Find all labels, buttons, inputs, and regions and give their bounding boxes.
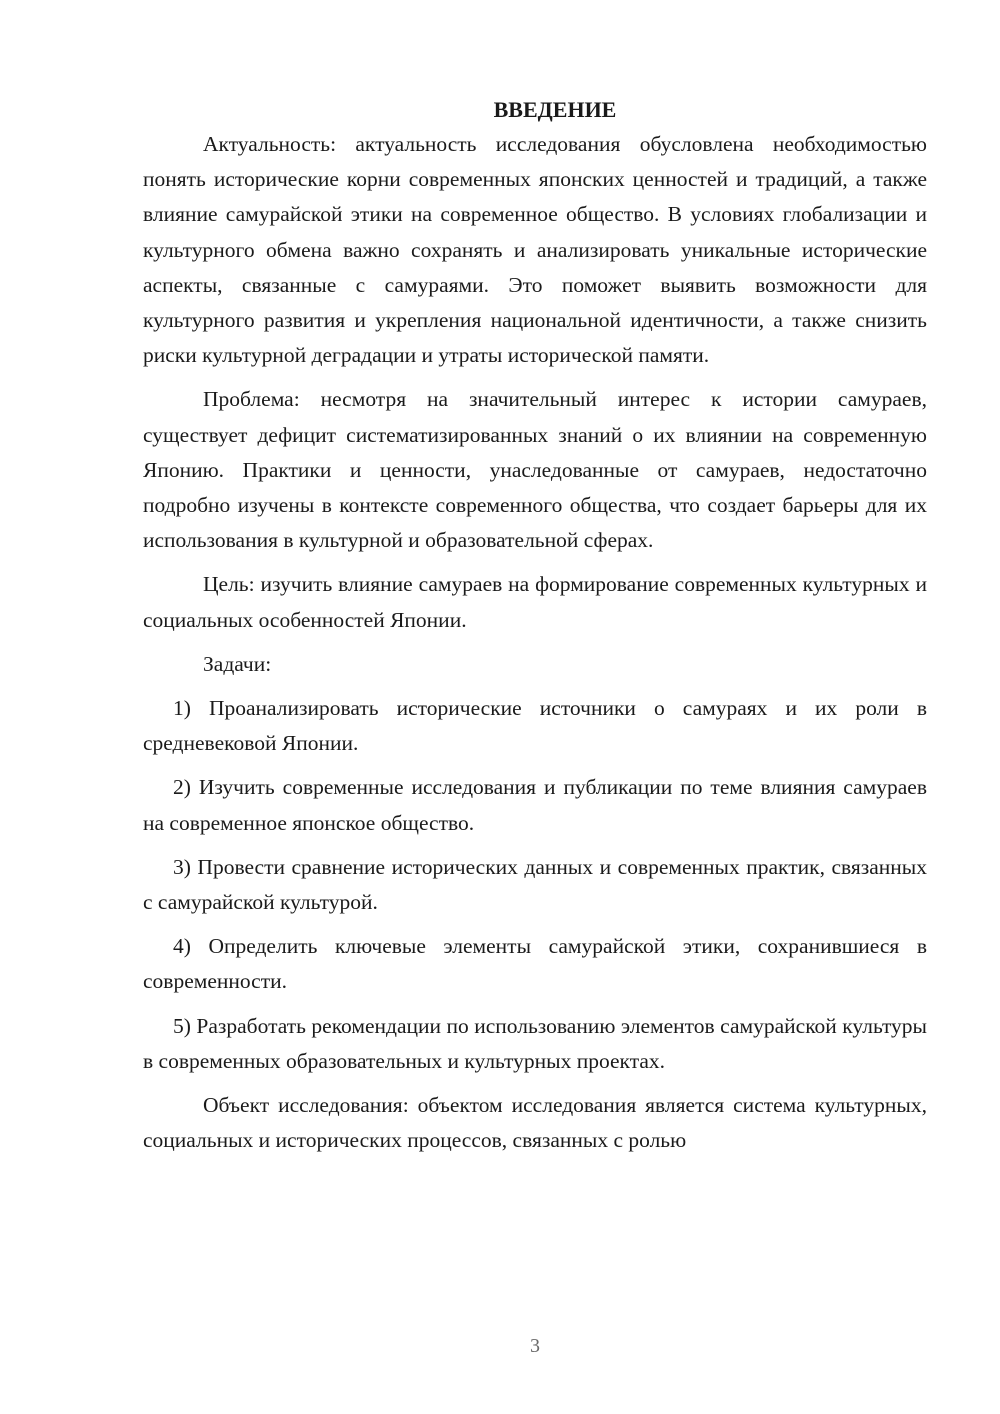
page-title: ВВЕДЕНИЕ (493, 97, 617, 122)
problem-paragraph: Проблема: несмотря на значительный интерес к истории самураев, существует дефицит систематизированных знаний о их влиянии на современную Японию. Практики и ценности, унаследованные от самураев, недостаточно подробно изучены в контексте современного общества, что создает барьеры для их использования в культурной и образовательной сферах. (143, 387, 927, 553)
document-body (143, 93, 927, 1167)
task-item-1: 1) Проанализировать исторические источники о самураях и их роли в средневековой Японии. (143, 696, 927, 756)
tasks-heading: Задачи: (203, 651, 272, 676)
object-paragraph: Объект исследования: объектом исследования является система культурных, социальных и исторических процессов, связанных с ролью (143, 1093, 927, 1153)
relevance-paragraph: Актуальность: актуальность исследования обусловлена необходимостью понять исторические корни современных японских ценностей и традиций, а также влияние самурайской этики на современное общество. В условиях глобализации и культурного обмена важно сохранять и анализировать уникальные исторические аспекты, связанные с самураями. Это поможет выявить возможности для культурного развития и укрепления национальной идентичности, а также снизить риски культурной деградации и утраты исторической памяти. (143, 132, 927, 368)
task-item-3: 3) Провести сравнение исторических данных и современных практик, связанных с самурайской культурой. (143, 854, 927, 915)
goal-paragraph: Цель: изучить влияние самураев на формирование современных культурных и социальных особенностей Японии. (143, 572, 927, 632)
page-number: 3 (530, 1335, 540, 1357)
task-item-5: 5) Разработать рекомендации по использованию элементов самурайской культуры в современных образовательных и культурных проектах. (143, 1013, 927, 1073)
task-item-2: 2) Изучить современные исследования и публикации по теме влияния самураев на современное японское общество. (143, 775, 927, 835)
task-item-4: 4) Определить ключевые элементы самурайской этики, сохранившиеся в современности. (143, 934, 927, 994)
